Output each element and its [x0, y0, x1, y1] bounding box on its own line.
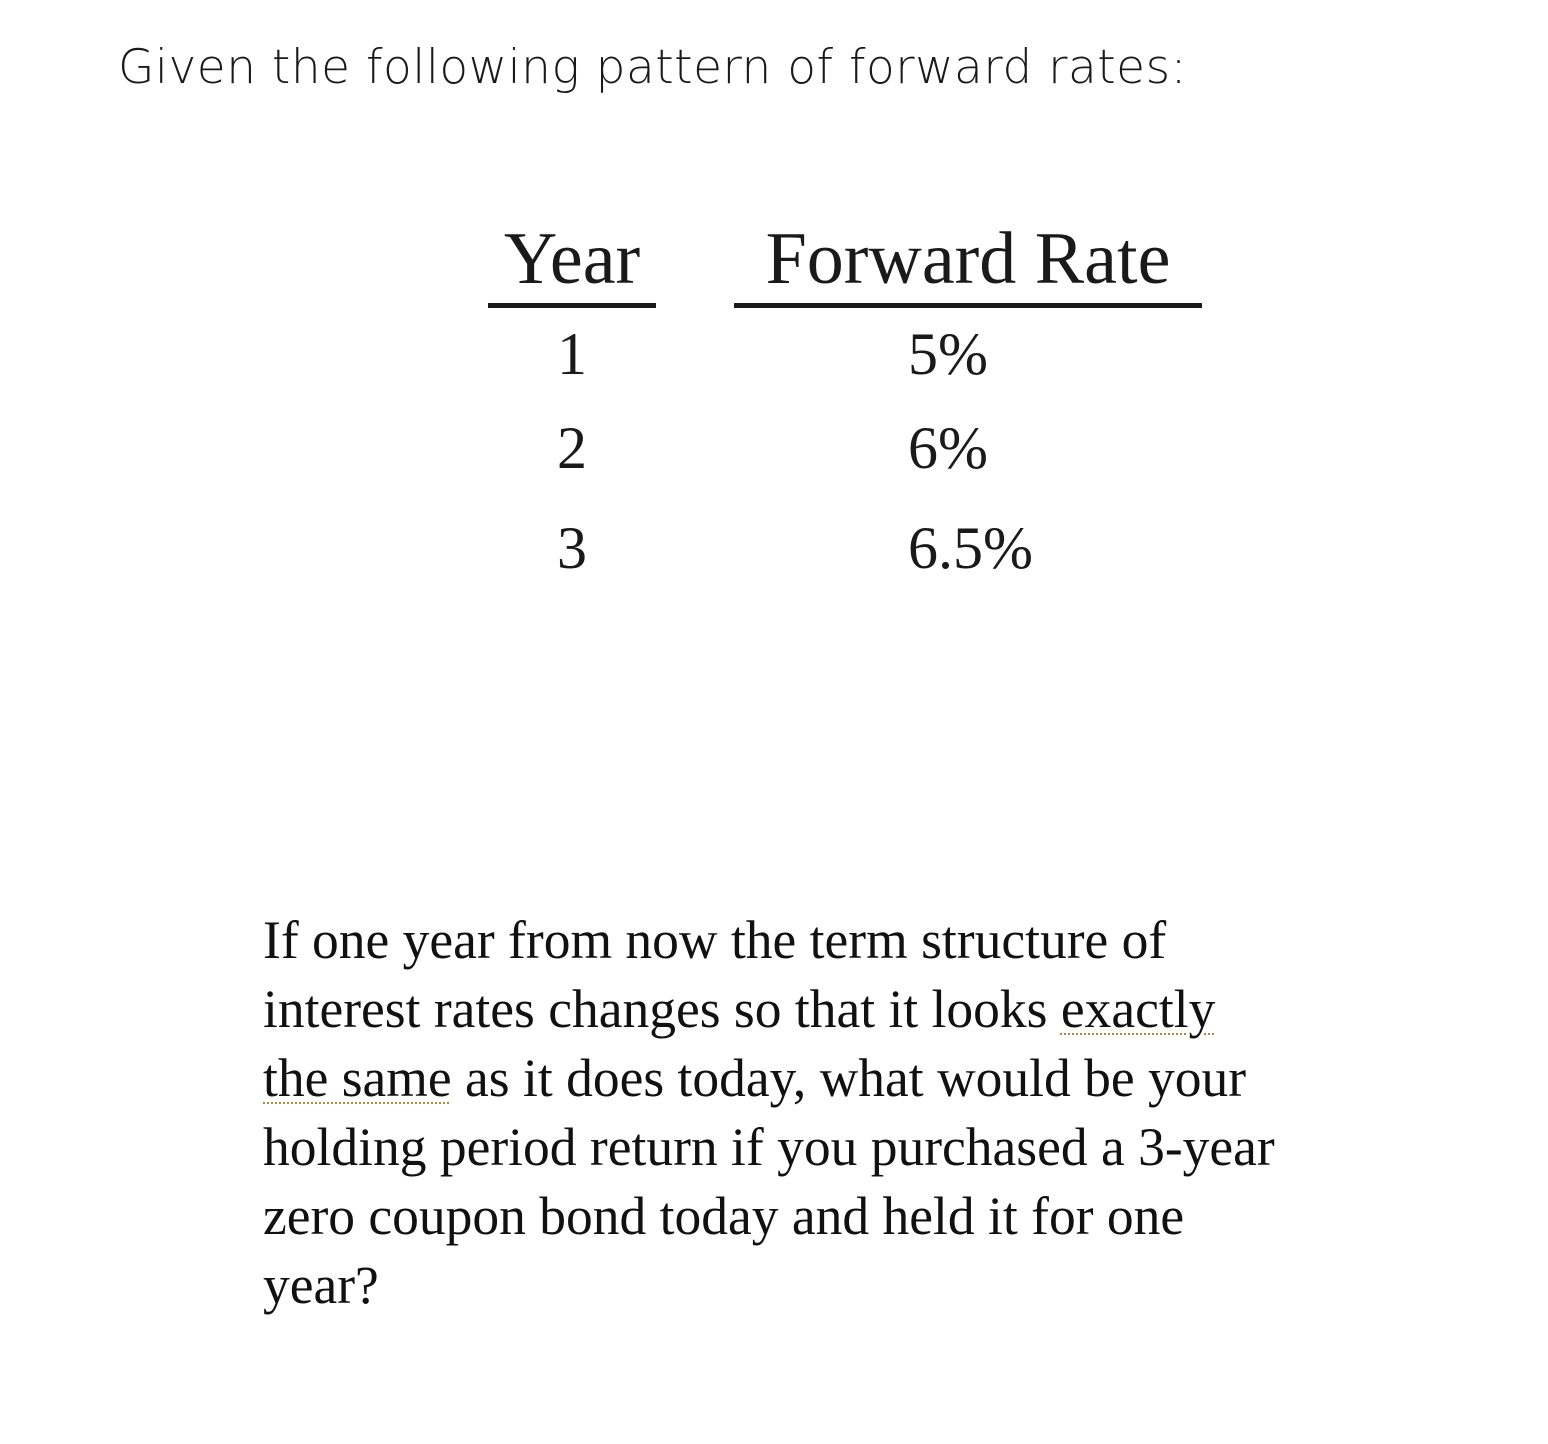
question-line: year? [263, 1255, 379, 1315]
question-line-text: interest rates changes so that it looks [263, 979, 1061, 1039]
spellcheck-underlined-text: exactly [1060, 979, 1216, 1039]
question-line: holding period return if you purchased a 3-year [263, 1117, 1275, 1177]
question-line: zero coupon bond today and held it for one [263, 1186, 1185, 1246]
forward-rate-column-header: Forward Rate [734, 215, 1202, 308]
year-cell: 1 [557, 321, 587, 387]
rate-cell: 6.5% [908, 515, 1033, 581]
question-line [263, 975, 1413, 1044]
page-heading: Given the following pattern of forward rates: [118, 40, 1187, 95]
question-text [263, 906, 1413, 1320]
year-column-header: Year [488, 215, 656, 308]
year-cell: 3 [557, 515, 587, 581]
rate-cell: 6% [908, 415, 988, 481]
question-line: If one year from now the term structure of [263, 910, 1167, 970]
rate-cell: 5% [908, 321, 988, 387]
year-cell: 2 [557, 415, 587, 481]
spellcheck-underlined-text: the same [263, 1048, 452, 1108]
question-line [263, 1044, 1413, 1113]
question-line-text: as it does today, what would be your [451, 1048, 1247, 1108]
